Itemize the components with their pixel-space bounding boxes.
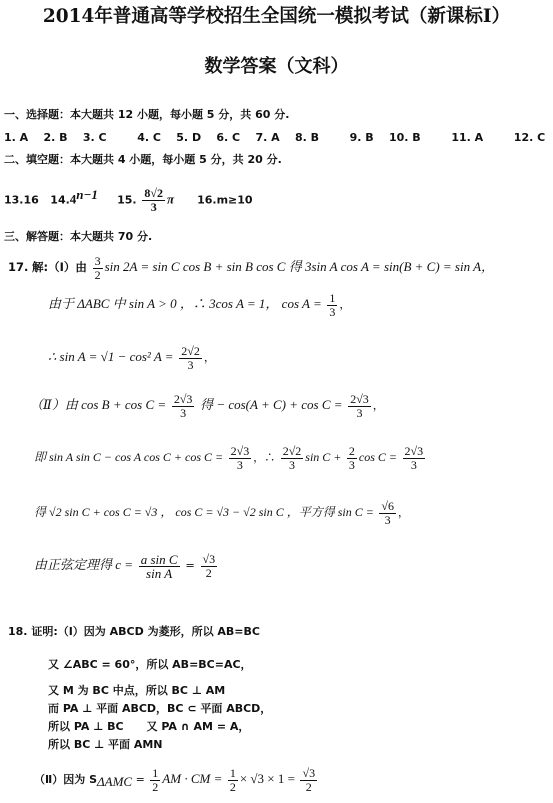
p18-line7: （Ⅱ）因为 $S_{\Delta AMC}$ = $\frac{1}{2}$ AM · CM = $\frac{1}{2}$ × √3 × 1 = $\frac{√3}{2}$: [34, 765, 316, 794]
p17-line1-eq: sin 2A = sin C cos B + sin B cos C 得 3sin A cos A = sin(B + C) = sin A，: [104, 259, 495, 274]
p18-line6: 所以 BC ⊥ 平面 AMN: [48, 738, 163, 751]
section1-heading: 一、选择题：本大题共 12 小题，每小题 5 分，共 60 分.: [4, 108, 290, 121]
p17-line1: 17. 解:（Ⅰ）由 $\frac{3}{2}$ sin 2A = sin C cos B + sin B cos C 得 3sin A cos A = sin(B + C) = sin A，: [8, 253, 495, 282]
page-subtitle: 数学答案（文科）: [204, 56, 349, 77]
p18-line4: 而 PA ⊥ 平面 ABCD，BC ⊂ 平面 ABCD，: [48, 702, 272, 715]
p18-line2: 又 ∠ABC = 60°，所以 AB=BC=AC，: [48, 658, 252, 671]
p17-line3: ∴ sin A = √1 − cos² A = $\frac{2√2}{3}$ ，: [48, 343, 216, 372]
p18-line1: 18. 证明:（Ⅰ）因为 ABCD 为菱形，所以 AB=BC: [8, 625, 260, 638]
section3-heading: 三、解答题：本大题共 70 分.: [4, 230, 153, 243]
answer-15-pi: π: [167, 191, 175, 207]
answer-15-label: 15.: [117, 193, 137, 207]
answer-16: 16.m≥10: [197, 193, 253, 207]
p17-line7: 由正弦定理得 c = $\frac{\text{a sin C}}{\text{sin A}}$ = $\frac{√3}{2}$: [34, 551, 216, 581]
answer-14-exp: n−1: [76, 187, 98, 202]
p17-intro: 解:（Ⅰ）由: [32, 260, 87, 274]
answer-15-fraction: $\frac{8√2}{3}$: [144, 186, 163, 215]
answer-13: 13.16: [4, 193, 39, 207]
section2-answers: [4, 180, 253, 216]
answer-14: 4: [69, 191, 77, 207]
p18-line5: 所以 PA ⊥ BC 又 PA ∩ AM = A，: [48, 720, 250, 733]
p17-line2: 由于 ΔABC 中 sin A > 0 ，∴ 3cos A = 1， cos A = $\frac{1}{3}$ ，: [48, 290, 351, 319]
section2-heading: 二、填空题：本大题共 4 小题，每小题 5 分，共 20 分.: [4, 153, 282, 166]
p17-line4: （Ⅱ）由 cos B + cos C = $\frac{2√3}{3}$ 得 − cos(A + C) + cos C = $\frac{2√3}{3}$ ，: [30, 391, 385, 420]
p17-number: 17.: [8, 260, 29, 274]
answer-14-label: 14.: [50, 193, 70, 207]
p17-line6: 得 √2 sin C + cos C = √3 ， cos C = √3 − √2 sin C ，平方得 sin C = $\frac{√6}{3}$ ，: [34, 498, 409, 527]
page-title: 2014年普通高等学校招生全国统一模拟考试（新课标Ⅰ）: [42, 6, 511, 27]
section1-answers: 1. A 2. B 3. C 4. C 5. D 6. C 7. A 8. B 9. B 10. B 11. A 12. C: [4, 131, 546, 144]
p18-line3: 又 M 为 BC 中点，所以 BC ⊥ AM: [48, 684, 226, 697]
p17-line5: 即 sin A sin C − cos A cos C + cos C = $\frac{2√3}{3}$ ，∴ $\frac{2√2}{3}$ sin C + $\frac{2}{3}$ cos C = $\frac{2√3}{3}$: [34, 443, 424, 472]
